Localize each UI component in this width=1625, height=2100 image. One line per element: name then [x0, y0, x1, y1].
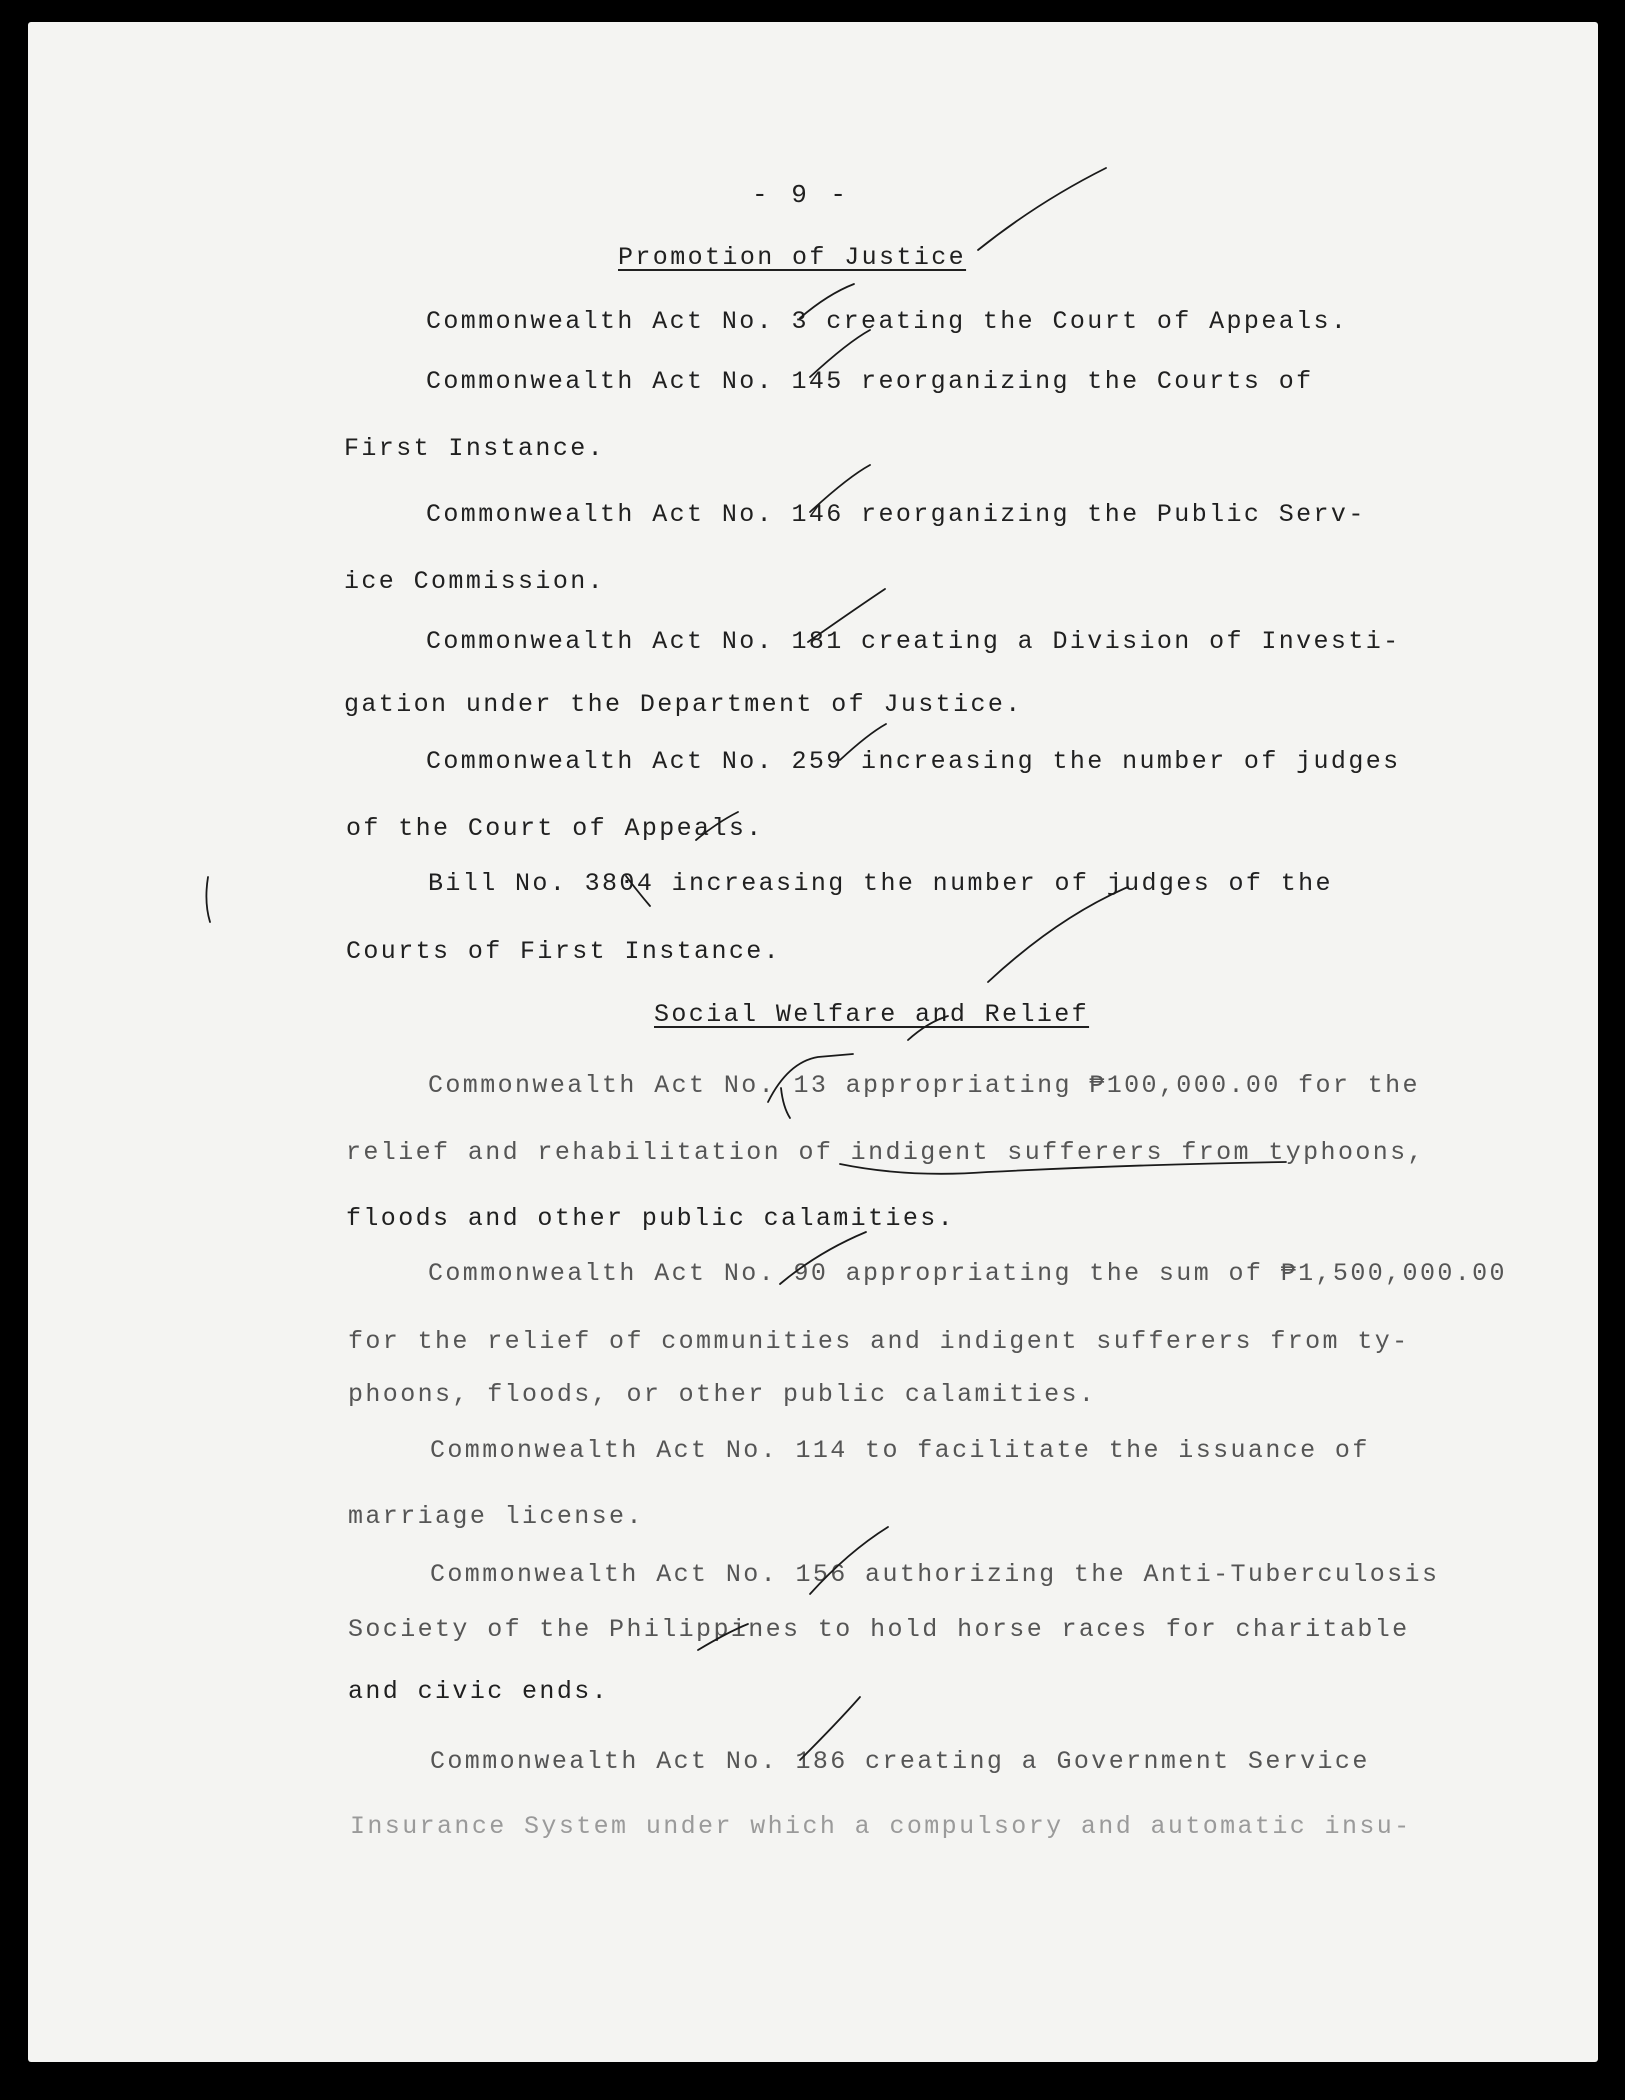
text-line: First Instance. — [344, 434, 606, 463]
text-line: relief and rehabilitation of indigent sufferers from typhoons, — [346, 1138, 1425, 1167]
section-heading-justice: Promotion of Justice — [618, 243, 967, 272]
text-line: Commonwealth Act No. 181 creating a Division of Investi- — [426, 627, 1401, 656]
text-line: Commonwealth Act No. 114 to facilitate the issuance of — [430, 1436, 1370, 1465]
page-number: - 9 - — [752, 180, 851, 210]
text-line: ice Commission. — [344, 567, 606, 596]
text-line: Commonwealth Act No. 146 reorganizing the Public Serv- — [426, 500, 1366, 529]
check-mark — [988, 887, 1128, 982]
text-line: floods and other public calamities. — [346, 1204, 956, 1233]
section-heading-welfare: Social Welfare and Relief — [654, 1000, 1090, 1029]
text-line: Courts of First Instance. — [346, 937, 782, 966]
text-line: phoons, floods, or other public calamities. — [348, 1380, 1097, 1409]
text-line: Commonwealth Act No. 90 appropriating the sum of ₱1,500,000.00 — [428, 1259, 1507, 1288]
text-line: for the relief of communities and indigent sufferers from ty- — [348, 1327, 1410, 1356]
text-line: Commonwealth Act No. 145 reorganizing the Courts of — [426, 367, 1314, 396]
text-line: and civic ends. — [348, 1677, 610, 1706]
text-line: Bill No. 3804 increasing the number of judges of the — [428, 869, 1333, 898]
text-line: Commonwealth Act No. 3 creating the Court of Appeals. — [426, 307, 1349, 336]
stray-mark — [206, 877, 210, 922]
text-line: Commonwealth Act No. 156 authorizing the Anti-Tuberculosis — [430, 1560, 1440, 1589]
text-line: Society of the Philippines to hold horse races for charitable — [348, 1615, 1410, 1644]
text-line: Insurance System under which a compulsory and automatic insu- — [350, 1812, 1412, 1841]
text-line: marriage license. — [348, 1502, 644, 1531]
document-page — [28, 22, 1598, 2062]
text-line: of the Court of Appeals. — [346, 814, 764, 843]
text-line: Commonwealth Act No. 259 increasing the number of judges — [426, 747, 1401, 776]
text-line: gation under the Department of Justice. — [344, 690, 1023, 719]
text-line: Commonwealth Act No. 13 appropriating ₱100,000.00 for the — [428, 1071, 1420, 1100]
check-mark — [978, 168, 1106, 250]
text-line: Commonwealth Act No. 186 creating a Government Service — [430, 1747, 1370, 1776]
